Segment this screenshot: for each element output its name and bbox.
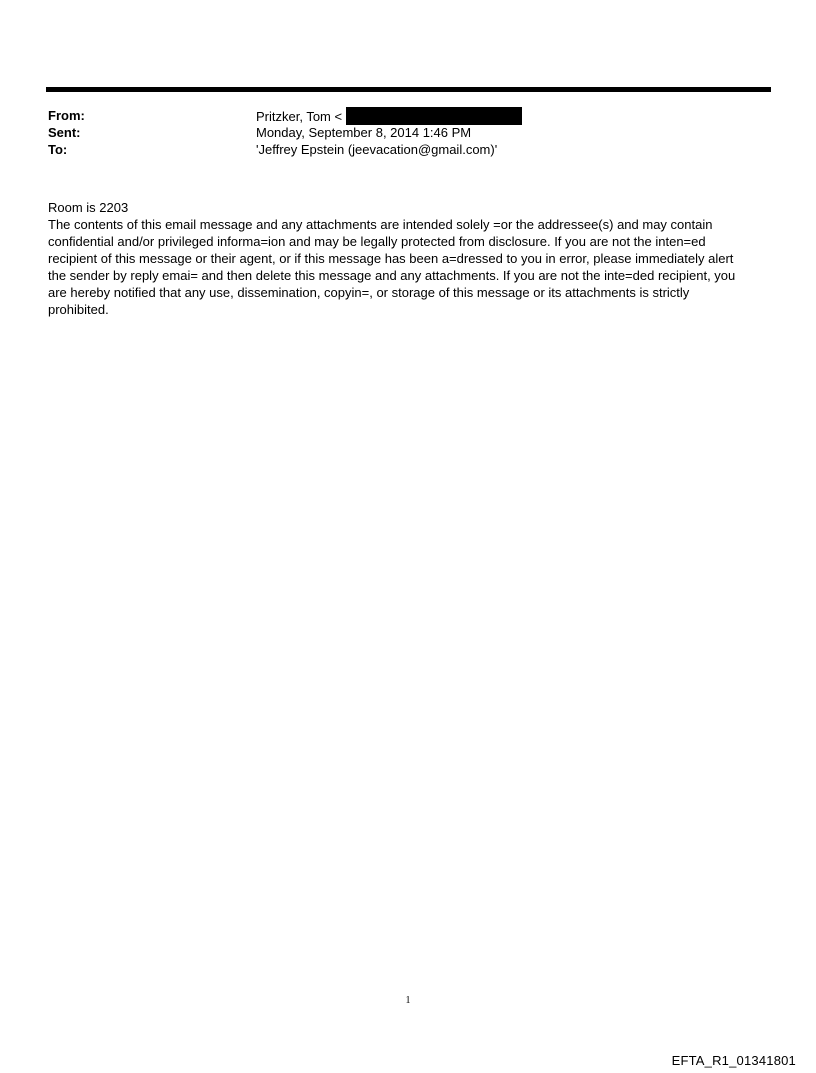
body-line-disclaimer-6: prohibited.	[48, 302, 109, 317]
body-line-disclaimer-5: are hereby notified that any use, dissemination, copyin=, or storage of this message or its attachments is strictly	[48, 285, 690, 300]
email-body	[48, 199, 778, 318]
body-line-room: Room is 2203	[48, 200, 129, 215]
body-line-disclaimer-1: The contents of this email message and any attachments are intended solely =or the addressee(s) and may contain	[48, 217, 713, 232]
body-line-disclaimer-4: the sender by reply emai= and then delete this message and any attachments. If you are not the inte=ded recipient, you	[48, 268, 736, 283]
to-row	[48, 141, 768, 158]
page-number: 1	[405, 995, 411, 1006]
body-line-disclaimer-2: confidential and/or privileged informa=ion and may be legally protected from disclosure. If you are not the inten=ed	[48, 234, 706, 249]
header-divider	[46, 87, 771, 92]
sent-value: Monday, September 8, 2014 1:46 PM	[256, 125, 472, 140]
from-value	[256, 107, 768, 124]
from-value-text: Pritzker, Tom <	[256, 109, 343, 124]
to-value: 'Jeffrey Epstein (jeevacation@gmail.com)'	[256, 142, 498, 157]
email-header	[48, 107, 768, 158]
from-label: From:	[48, 108, 85, 123]
to-label: To:	[48, 142, 68, 157]
redaction-box	[346, 107, 522, 125]
bates-number: EFTA_R1_01341801	[671, 1053, 796, 1068]
body-line-disclaimer-3: recipient of this message or their agent, or if this message has been a=dressed to you in error, please immediately alert	[48, 251, 734, 266]
sent-label: Sent:	[48, 125, 81, 140]
sent-row	[48, 124, 768, 141]
from-row	[48, 107, 768, 124]
